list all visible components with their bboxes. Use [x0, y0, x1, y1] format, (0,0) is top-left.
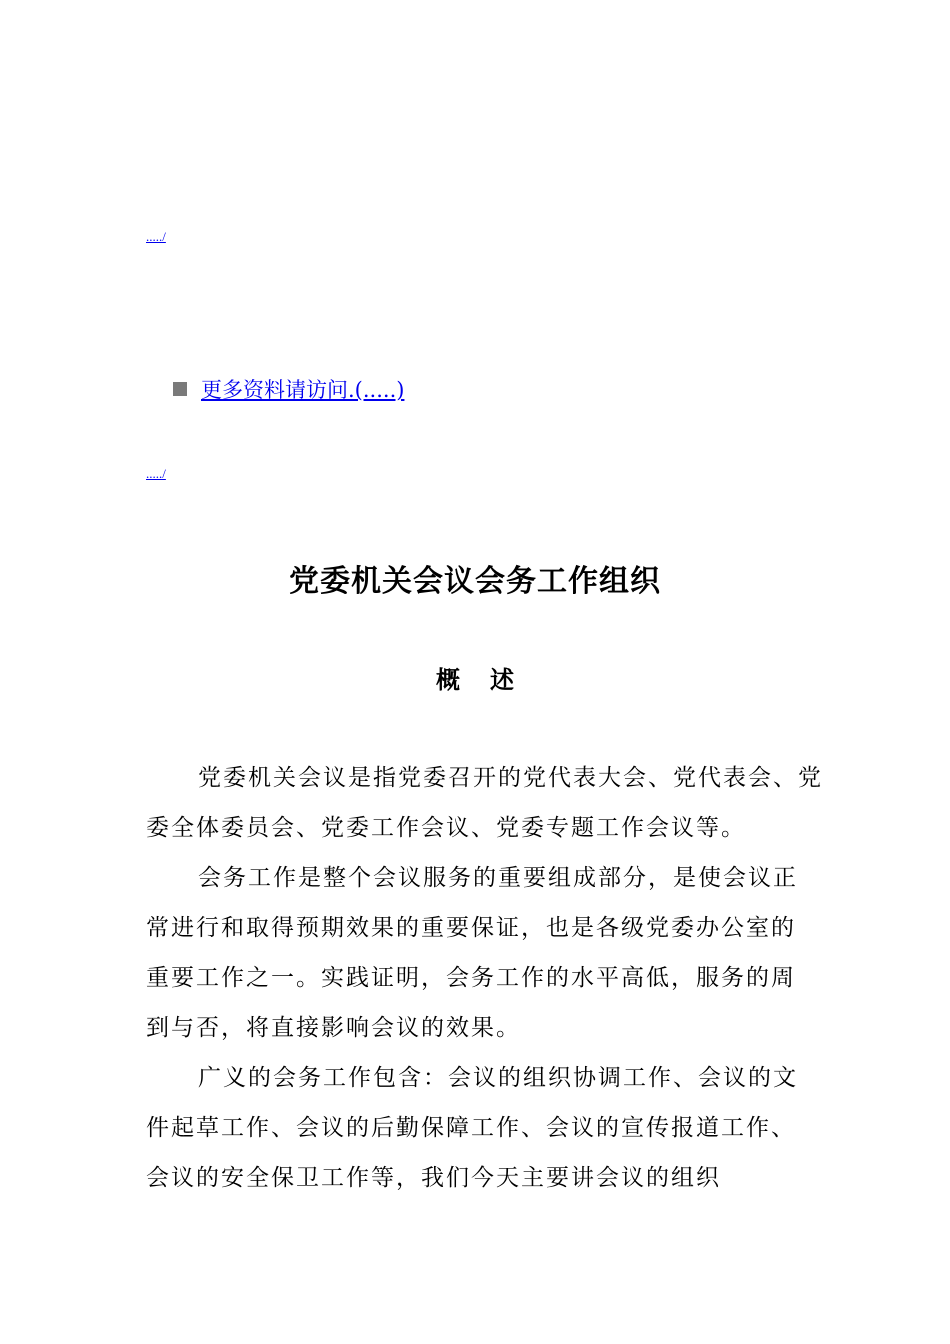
paragraph-importance: 会务工作是整个会议服务的重要组成部分，是使会议正常进行和取得预期效果的重要保证，也是各级党委办公室的重要工作之一。实践证明，会务工作的水平高低，服务的周到与否，将直接影响会议的效果。	[146, 865, 798, 1041]
square-bullet-icon	[173, 382, 187, 396]
document-title: 党委机关会议会务工作组织	[289, 564, 661, 599]
more-resources-row	[173, 374, 404, 404]
document-body	[146, 753, 823, 1203]
paragraph-scope: 广义的会务工作包含：会议的组织协调工作、会议的文件起草工作、会议的后勤保障工作、会议的宣传报道工作、会议的安全保卫工作等，我们今天主要讲会议的组织	[146, 1065, 798, 1191]
more-resources-link[interactable]: 更多资料请访问.(.....)	[201, 378, 405, 402]
section-heading-overview: 概述	[436, 666, 544, 694]
top-url-link[interactable]: ...../	[146, 229, 166, 244]
mid-url-link[interactable]: ...../	[146, 466, 166, 481]
paragraph-definition: 党委机关会议是指党委召开的党代表大会、党代表会、党委全体委员会、党委工作会议、党委专题工作会议等。	[146, 765, 823, 841]
